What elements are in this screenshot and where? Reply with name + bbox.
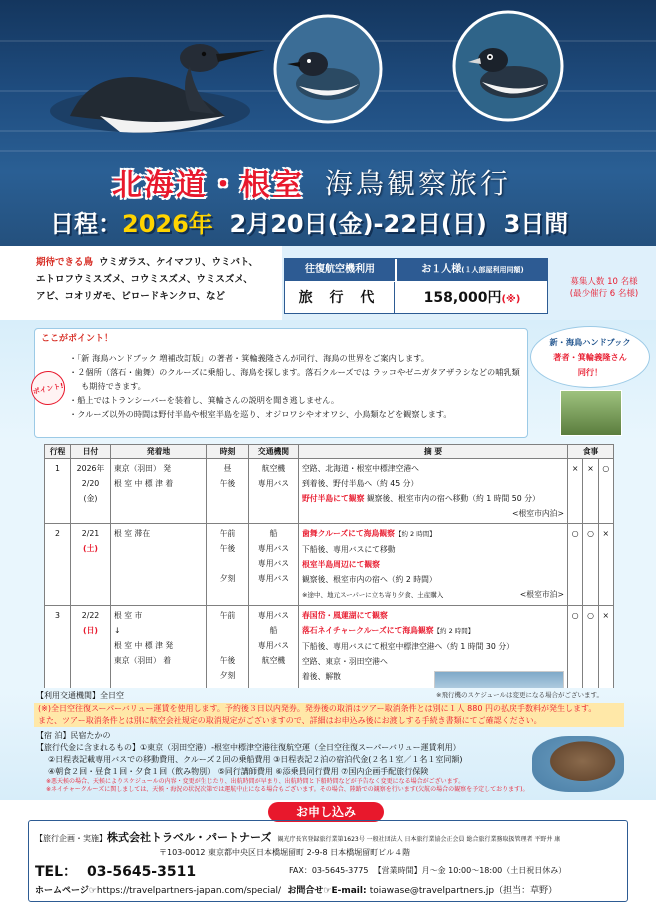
- guide-photo: [560, 390, 622, 436]
- transport: 船: [269, 529, 278, 538]
- auklet-photo-2: [448, 10, 568, 122]
- auklet-photo-1: [273, 14, 383, 124]
- included-line: ②日程表記載専用バスでの移動費用、クルーズ２回の乗船費用 ③日程表記２泊の宿泊代金(２名１室／１名１室同額): [48, 755, 463, 764]
- transport: 専用バス: [257, 574, 290, 583]
- meal: ○: [568, 606, 583, 720]
- company-name: 株式会社トラベル・パートナーズ: [107, 831, 272, 844]
- desc-line: 下船後、専用バスにて根室中標津空港へ（約 1 時間 30 分）: [302, 642, 514, 651]
- desc-line: 観察後、根室市内の宿へ（約 2 時間）: [302, 575, 437, 584]
- company-info: [28, 820, 628, 902]
- lodging-info: 【宿 泊】民宿たかの: [36, 731, 111, 740]
- species-line: ウミガラス、ケイマフリ、ウミバト、: [99, 257, 258, 268]
- capacity: [554, 276, 654, 300]
- title-sub: 海鳥観察旅行: [325, 167, 512, 200]
- day-place: [111, 459, 207, 524]
- date-year: 2026年: [122, 210, 213, 238]
- included-line: ④朝食２回・昼食１回・夕食１回（飲み物別） ⑤同行講師費用 ⑥添乗員同行費用 ⑦国内企画手配旅行保険: [48, 767, 429, 776]
- time: 夕刻: [219, 574, 236, 583]
- desc-line: [302, 669, 564, 684]
- desc-line: 下船後、専用バスにて移動: [302, 545, 396, 554]
- time: [210, 556, 245, 571]
- desc-line: [302, 526, 564, 542]
- capacity-count: 募集人数 10 名様: [570, 277, 638, 287]
- time: 午後: [219, 656, 236, 665]
- place: 根 室 市: [114, 611, 143, 620]
- meal: ○: [583, 606, 598, 720]
- cruise-note: ※ネイチャークルーズに関しましては、天候・海況の状況次第では運航中止になる場合もございます。その場合、陸路での観察を行います(欠航の場合の観察を予定しております)。: [46, 786, 529, 793]
- species-line: アビ、コオリガモ、ビロードキンクロ、など: [36, 291, 226, 302]
- desc-line: 空路、北海道・根室中標津空港へ: [302, 464, 419, 473]
- hero-banner: [0, 0, 656, 246]
- desc-note: 【約 2 時間】: [433, 627, 475, 635]
- wave-line: [0, 150, 656, 152]
- col-header: 食事: [568, 445, 614, 459]
- desc-text: 着後、解散: [302, 672, 341, 681]
- contact-person: （担当：草野）: [494, 886, 558, 896]
- dow: (日): [83, 626, 98, 635]
- arrow-down-icon: ↓: [114, 626, 121, 635]
- duration: 3日間: [503, 210, 569, 238]
- date: 2/21: [81, 529, 100, 538]
- sea-otter-photo: [532, 736, 624, 792]
- included-text: ①東京（羽田空港）-根室中標津空港往復航空運（全日空往復スーパーバリュー運賃利用）: [140, 743, 461, 752]
- application-section: [0, 800, 656, 907]
- web-label: ホームページ☞: [35, 886, 97, 896]
- day-num: 3: [45, 606, 71, 720]
- place: 根 室 中 標 津 発: [114, 641, 174, 650]
- fare-table: [284, 258, 548, 314]
- time: 午後: [219, 479, 236, 488]
- place: 東京（羽田） 着: [114, 656, 172, 665]
- fare-header-air: 往復航空機利用: [285, 259, 395, 281]
- day-desc: [299, 524, 568, 606]
- title-main: 北海道・根室: [112, 168, 304, 203]
- col-header: 日付: [71, 445, 111, 459]
- meal: ○: [598, 459, 613, 524]
- meal: ×: [568, 459, 583, 524]
- day-transport: [249, 524, 299, 606]
- fare-label: 旅 行 代: [285, 282, 395, 314]
- fare-header-person-label: お１人様: [421, 264, 462, 275]
- min-participants: (最少催行 6 名様): [569, 289, 639, 299]
- meal: ○: [583, 524, 598, 606]
- sparkle-badge-icon: ポイント!: [28, 368, 68, 408]
- company-line: [35, 829, 560, 845]
- year: 2026年: [76, 464, 105, 473]
- fax-hours: [289, 865, 566, 876]
- col-header: 交通機関: [249, 445, 299, 459]
- conditions-section: [0, 688, 656, 800]
- desc-line: [302, 587, 564, 603]
- fare-price-value: 158,000円: [423, 290, 502, 306]
- meal: ×: [598, 606, 613, 720]
- desc-note: ※途中、地元スーパーに立ち寄り夕食、土産購入: [302, 591, 444, 599]
- callout-line: 同行！: [577, 367, 603, 377]
- date-prefix: 日程：: [50, 210, 122, 238]
- points-section: [0, 320, 656, 440]
- table-row: [45, 459, 614, 524]
- desc-line: 到着後、野付半島へ（約 45 分）: [302, 479, 419, 488]
- col-header: 行程: [45, 445, 71, 459]
- contact-label: お問合せ☞E-mail:: [287, 886, 367, 896]
- desc-highlight: 落石ネイチャークルーズにて海鳥観察: [302, 626, 434, 635]
- transport: 専用バス: [257, 544, 290, 553]
- desc-line: [302, 623, 564, 639]
- transport: 船: [269, 626, 278, 635]
- transport: 航空機: [261, 464, 286, 473]
- fare-note: また、ツアー取消条件とは別に航空会社規定の取消規定がございますので、詳細はお申込み後にお渡しする手続き書類にてご確認ください。: [34, 715, 624, 727]
- meal: ×: [598, 524, 613, 606]
- desc-highlight: 春国岱・風蓮湖にて観察: [302, 611, 388, 620]
- day-time: [207, 459, 249, 524]
- tel-number[interactable]: 03-5645-3511: [87, 864, 197, 880]
- desc-note: 【約 2 時間】: [394, 530, 436, 538]
- desc-highlight: 歯舞クルーズにて海鳥観察: [302, 529, 395, 538]
- transport: 専用バス: [257, 479, 290, 488]
- day-date: [71, 524, 111, 606]
- dow: (金): [83, 494, 98, 503]
- meal: ×: [583, 459, 598, 524]
- apply-button[interactable]: お申し込み: [268, 802, 384, 822]
- table-row: [45, 524, 614, 606]
- fare-price-note: (※): [501, 294, 521, 305]
- table-header-row: [45, 445, 614, 459]
- desc-line: [302, 491, 564, 506]
- website-link[interactable]: https://travelpartners-japan.com/special/: [96, 886, 282, 896]
- murre-photo: [40, 16, 270, 146]
- point-item: ・ 船上ではトランシーバーを装着し、箕輪さんの説明を聞き逃しません。: [81, 393, 525, 407]
- col-header: 摘 要: [299, 445, 568, 459]
- company-address: 〒103-0012 東京都中央区日本橋堀留町 2-9-8 日本橋堀留町ビル４階: [159, 848, 411, 857]
- itinerary-table: [44, 444, 614, 720]
- day-transport: [249, 459, 299, 524]
- time: [210, 623, 245, 638]
- fare-header-note: (１人部屋利用同額): [461, 266, 524, 274]
- included-title: 【旅行代金に含まれるもの】: [36, 743, 140, 752]
- stay: <根室市泊>: [519, 590, 564, 599]
- date: 2/20: [81, 479, 100, 488]
- points-box: [34, 328, 528, 438]
- transport: 航空機: [261, 656, 286, 665]
- planner-label: 【旅行企画・実施】: [35, 834, 107, 843]
- col-header: 時刻: [207, 445, 249, 459]
- phone: [35, 861, 206, 881]
- expected-species: [0, 246, 282, 320]
- registration: 観光庁長官登録旅行業第1623号 一般社団法人 日本旅行業協会正会員 総合旅行業務取扱管理者 平野井 康: [277, 836, 561, 843]
- place: 東京（羽田） 発: [114, 464, 172, 473]
- place: 根 室 中 標 津 着: [114, 479, 174, 488]
- day-place: 根 室 滞在: [111, 524, 207, 606]
- weather-note: ※悪天候の場合、天候によりスケジュールの内容・変更が生じたり、出航時間が早まり、出航時間と下船時間などが予告なく変更になる場合がございます。: [46, 778, 465, 785]
- day-num: 1: [45, 459, 71, 524]
- callout-line: 新・海鳥ハンドブック: [549, 337, 631, 347]
- fax: FAX：03-5645-3775: [289, 866, 369, 875]
- points-title: ここがポイント！: [41, 334, 114, 344]
- fare-note: (※)全日空往復スーパーバリュー運賃を使用します。予約後３日以内発券。発券後の取消はツアー取消条件とは別に１人 880 円の払戻手数料が発生します。: [34, 703, 624, 715]
- desc-line: 空路、東京・羽田空港へ: [302, 657, 388, 666]
- desc-highlight: 野付半島にて観察: [302, 494, 365, 503]
- schedule-note: ※飛行機のスケジュールは変更になる場合がございます。: [436, 691, 604, 699]
- transport: 専用バス: [257, 559, 290, 568]
- time: 夕刻: [219, 671, 236, 680]
- business-hours: 【営業時間】月〜金 10:00〜18:00（土日祝日休み）: [373, 866, 567, 875]
- itinerary-section: [0, 440, 656, 688]
- species-label: 期待できる鳥: [36, 257, 94, 268]
- included-line: [36, 742, 461, 754]
- desc-highlight: 根室半島周辺にて観察: [302, 560, 380, 569]
- point-item: ・ 「新 海鳥ハンドブック 増補改訂版」の著者・箕輪義隆さんが同行、海鳥の世界をご案内します。: [81, 351, 525, 365]
- points-list: [77, 351, 525, 421]
- species-line: エトロフウミスズメ、コウミスズメ、ウミスズメ、: [36, 274, 253, 285]
- day-desc: [299, 459, 568, 524]
- time: [210, 638, 245, 653]
- airline-info: 【利用交通機関】全日空: [36, 691, 124, 700]
- guide-callout: [530, 326, 650, 388]
- col-header: 発着地: [111, 445, 207, 459]
- email-link[interactable]: toiawase@travelpartners.jp: [369, 886, 495, 896]
- transport: 専用バス: [257, 611, 290, 620]
- date: 2/22: [81, 611, 100, 620]
- time: 昼: [223, 464, 232, 473]
- tel-label: TEL：: [35, 864, 78, 880]
- time: 午前: [219, 611, 236, 620]
- web-contact: [35, 883, 557, 896]
- point-item: ・ ２個所（落石・歯舞）のクルーズに乗船し、海鳥を探します。落石クルーズでは ラッコやゼニガタアザラシなどの哺乳類も期待できます。: [81, 365, 525, 393]
- fare-header-person: [396, 259, 548, 281]
- callout-line: 著者・箕輪義隆さん: [553, 352, 627, 362]
- date-range: 2月20日(金)‐22日(日): [229, 210, 487, 238]
- time: 午後: [219, 544, 236, 553]
- info-band: [0, 246, 656, 320]
- point-item: ・ クルーズ以外の時間は野付半島や根室半島を巡り、オジロワシやオオワシ、小鳥類などを観察します。: [81, 407, 525, 421]
- dow: (土): [83, 544, 98, 553]
- fare-price: [396, 282, 548, 314]
- day-time: [207, 524, 249, 606]
- desc-text: 観察後、根室市内の宿へ移動（約 1 時間 50 分）: [364, 494, 540, 503]
- tour-dates: [50, 204, 568, 239]
- stay: <根室市内泊>: [511, 509, 564, 518]
- day-date: [71, 459, 111, 524]
- time: 午前: [219, 529, 236, 538]
- day-num: 2: [45, 524, 71, 606]
- meal: ○: [568, 524, 583, 606]
- transport: 専用バス: [257, 641, 290, 650]
